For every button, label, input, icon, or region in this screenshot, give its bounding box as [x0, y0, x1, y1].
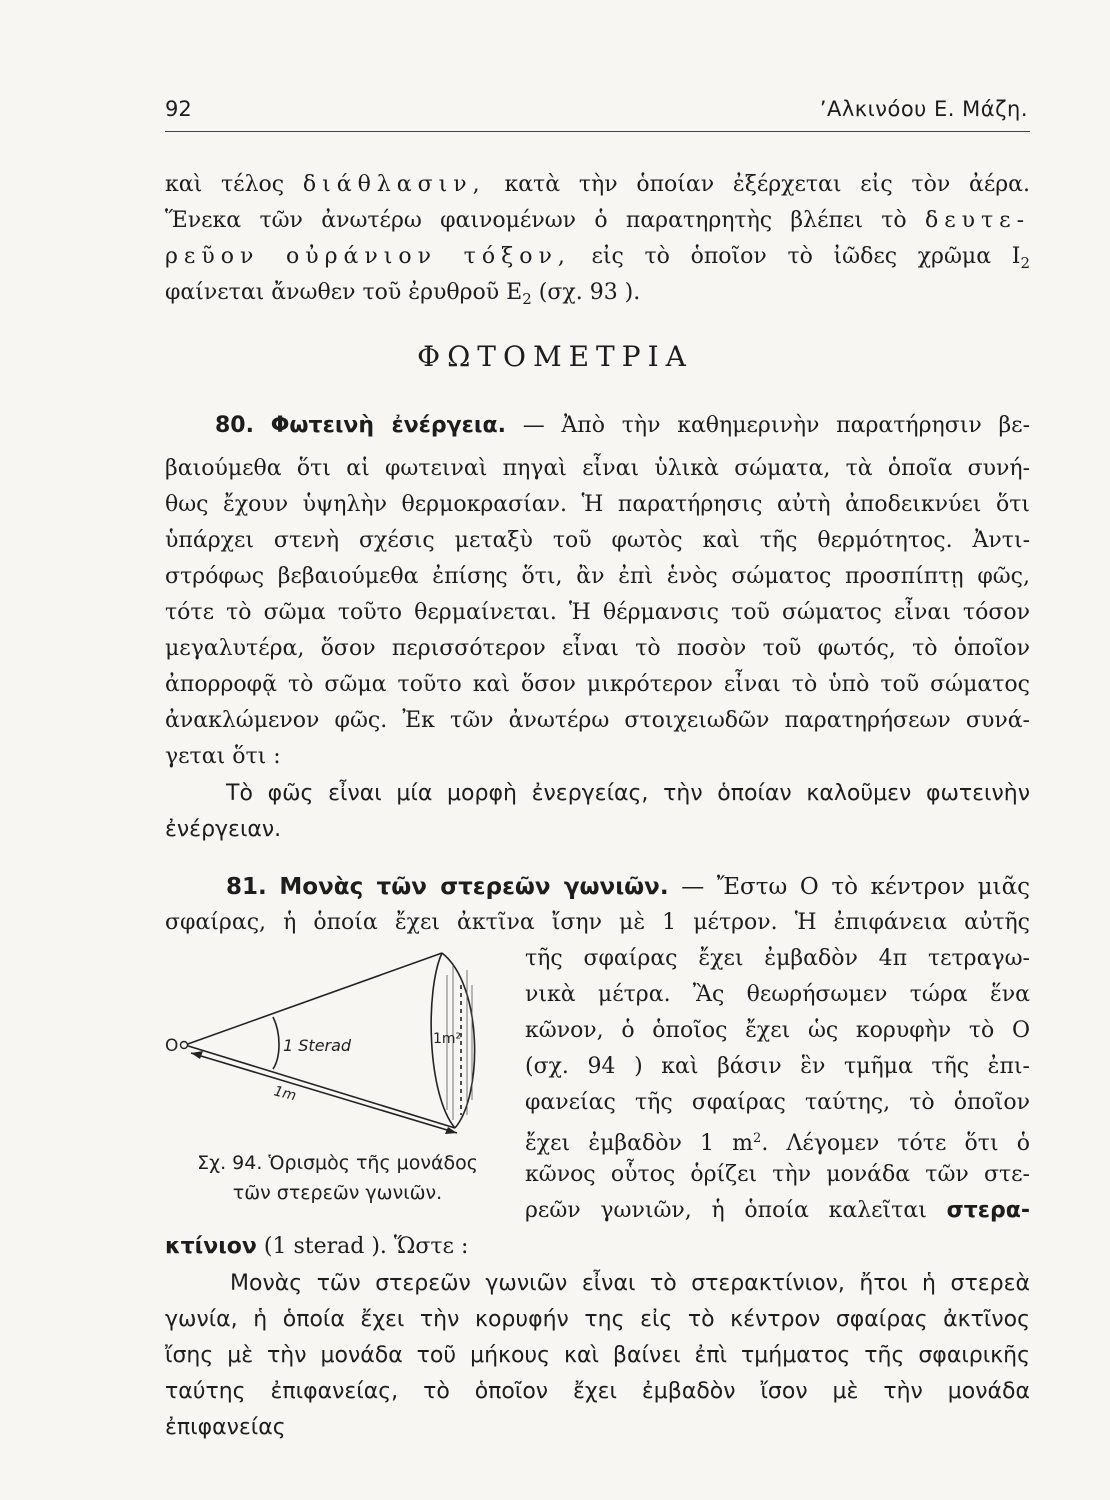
angle-arc — [273, 1017, 279, 1069]
text: ρεῶν γωνιῶν, ἡ ὁποία καλεῖται — [525, 1198, 927, 1223]
intro-line-2 — [165, 203, 1030, 239]
section-number: 80. — [215, 413, 254, 438]
s80-conclusion-1: Τὸ φῶς εἶναι μία μορφὴ ἐνεργείας, τὴν ὁποίαν καλοῦμεν φωτεινὴν — [226, 781, 1030, 806]
s81-right-1: τῆς σφαίρας ἔχει ἐμβαδὸν 4π τετραγω- — [525, 946, 1030, 971]
s80-conclusion-2: ἐνέργειαν. — [165, 817, 282, 842]
text: — Ἀπὸ τὴν καθημερινὴν παρατήρησιν βε- — [522, 413, 1030, 438]
text — [591, 244, 1031, 272]
superscript: 2 — [753, 1131, 762, 1146]
cone-edge-bottom — [185, 1045, 455, 1128]
text: Ἕνεκα τῶν ἀνωτέρω φαινομένων ὁ παρατηρητὴς βλέπει τὸ — [165, 208, 907, 233]
text: εἰς τὸ ὁποῖον τὸ ἰῶδες χρῶμα Ι — [591, 244, 1021, 269]
area-label: 1m² — [433, 1031, 462, 1047]
running-header-author: ’Αλκινόου Ε. Μάζη. — [819, 97, 1028, 121]
s81-right-3: κῶνον, ὁ ὁποῖος ἔχει ὡς κορυφὴν τὸ Ο — [525, 1018, 1030, 1043]
s81-conclusion-4: ταύτης ἐπιφανείας, τὸ ὁποῖον ἔχει ἐμβαδὸν ἴσον μὲ τὴν μονάδα — [165, 1379, 1030, 1404]
s81-line-1 — [226, 869, 1030, 905]
s81-line-3 — [165, 1229, 468, 1265]
text: (σχ. 93 ). — [538, 280, 641, 305]
section-heading: Μονὰς τῶν στερεῶν γωνιῶν. — [279, 874, 669, 900]
s81-right-5: φανείας τῆς σφαίρας ταύτης, τὸ ὁποῖον — [525, 1090, 1030, 1115]
section-heading: Φωτεινὴ ἐνέργεια. — [270, 413, 506, 438]
s81-right-8 — [525, 1193, 1030, 1229]
text — [525, 1131, 1030, 1156]
s81-heading — [226, 874, 669, 900]
vertex-point — [181, 1042, 188, 1049]
header-rule — [165, 131, 1030, 132]
text: φαίνεται ἄνωθεν τοῦ ἐρυθροῦ Ε — [165, 280, 523, 305]
radius-label: 1m — [272, 1083, 298, 1105]
section-number: 81. — [226, 874, 267, 900]
spaced-term: δευτε- — [924, 208, 1031, 233]
s80-line-2: βαιούμεθα ὅτι αἱ φωτειναὶ πηγαὶ εἶναι ὑλικὰ σώματα, τὰ ὁποῖα συνή- — [165, 456, 1030, 481]
text: κατὰ τὴν ὁποίαν ἐξέρχεται εἰς τὸν ἀέρα. — [504, 172, 1031, 197]
defined-term: στερα- — [946, 1198, 1030, 1223]
s80-line-7: μεγαλυτέρα, ὅσον περισσότερον εἶναι τὸ ποσὸν τοῦ φωτός, τὸ ὁποῖον — [165, 636, 1030, 661]
s80-heading — [215, 413, 506, 438]
text: καὶ τέλος — [165, 172, 285, 197]
text: — Ἔστω Ο τὸ κέντρον μιᾶς — [681, 874, 1030, 900]
s80-line-10: γεται ὅτι : — [165, 744, 281, 769]
s81-right-7: κῶνος οὗτος ὁρίζει τὴν μονάδα τῶν στε- — [525, 1162, 1030, 1187]
s80-line-3: θως ἔχουν ὑψηλὴν θερμοκρασίαν. Ἡ παρατήρησις αὐτὴ ἀποδεικνύει ὅτι — [165, 492, 1030, 517]
text: . Λέγομεν τότε ὅτι ὁ — [761, 1131, 1030, 1156]
vertex-label: O — [165, 1036, 179, 1056]
subscript: 2 — [522, 290, 532, 308]
s81-right-4: (σχ. 94 ) καὶ βάσιν ἓν τμῆμα τῆς ἐπι- — [525, 1054, 1030, 1079]
s80-line-1 — [215, 408, 1030, 444]
radius-arrow-line — [191, 1053, 457, 1133]
intro-line-1 — [165, 167, 1030, 203]
section-title: ΦΩΤΟΜΕΤΡΙΑ — [417, 340, 693, 373]
spaced-term: ρεῦον οὐράνιον τόξον, — [165, 244, 571, 269]
text: ἔχει ἐμβαδὸν 1 m — [525, 1131, 754, 1156]
s81-conclusion-1: Μονὰς τῶν στερεῶν γωνιῶν εἶναι τὸ στερακτίνιον, ἤτοι ἡ στερεὰ — [230, 1271, 1030, 1296]
cone-edge-top — [185, 953, 442, 1045]
figure-caption-line-1: Σχ. 94. Ὁρισμὸς τῆς μονάδος — [197, 1152, 478, 1174]
page-number: 92 — [165, 97, 192, 121]
s81-line-2: σφαίρας, ἡ ὁποία ἔχει ἀκτῖνα ἴσην μὲ 1 μέτρον. Ἡ ἐπιφάνεια αὐτῆς — [165, 910, 1030, 935]
s80-line-5: στρόφως βεβαιούμεθα ἐπίσης ὅτι, ἂν ἐπὶ ἑνὸς σώματος προσπίπτῃ φῶς, — [165, 564, 1030, 589]
s81-conclusion-5: ἐπιφανείας — [165, 1415, 286, 1440]
s81-right-6 — [525, 1121, 1030, 1162]
figure-94-solid-angle-diagram — [165, 945, 505, 1145]
s80-line-9: ἀνακλώμενον φῶς. Ἐκ τῶν ἀνωτέρω στοιχειωδῶν παρατηρήσεων συνά- — [165, 708, 1030, 733]
s81-right-2: νικὰ μέτρα. Ἂς θεωρήσωμεν τώρα ἕνα — [525, 982, 1030, 1007]
intro-line-4 — [165, 275, 640, 317]
radius-arrowhead-left — [191, 1051, 203, 1059]
angle-label: 1 Sterad — [283, 1036, 352, 1055]
subscript: 2 — [1020, 254, 1030, 272]
figure-caption-line-2: τῶν στερεῶν γωνιῶν. — [232, 1182, 443, 1204]
s81-conclusion-3: ἴσης μὲ τὴν μονάδα τοῦ μήκους καὶ βαίνει ἐπὶ τμήματος τῆς σφαιρικῆς — [165, 1343, 1030, 1368]
s80-line-6: τότε τὸ σῶμα τοῦτο θερμαίνεται. Ἡ θέρμανσις τοῦ σώματος εἶναι τόσον — [165, 600, 1030, 625]
s80-line-4: ὑπάρχει στενὴ σχέσις μεταξὺ τοῦ φωτὸς καὶ τῆς θερμότητος. Ἀντι- — [165, 528, 1030, 553]
s80-line-8: ἀπορροφᾷ τὸ σῶμα τοῦτο καὶ ὅσον μικρότερον εἶναι τὸ ὑπὸ τοῦ σώματος — [165, 672, 1030, 697]
defined-term: κτίνιον — [165, 1234, 257, 1259]
s81-conclusion-2: γωνία, ἡ ὁποία ἔχει τὴν κορυφήν της εἰς τὸ κέντρον σφαίρας ἀκτῖνος — [165, 1307, 1030, 1332]
spaced-term: διάθλασιν, — [302, 172, 486, 197]
text: (1 sterad ). Ὥστε : — [263, 1234, 469, 1259]
